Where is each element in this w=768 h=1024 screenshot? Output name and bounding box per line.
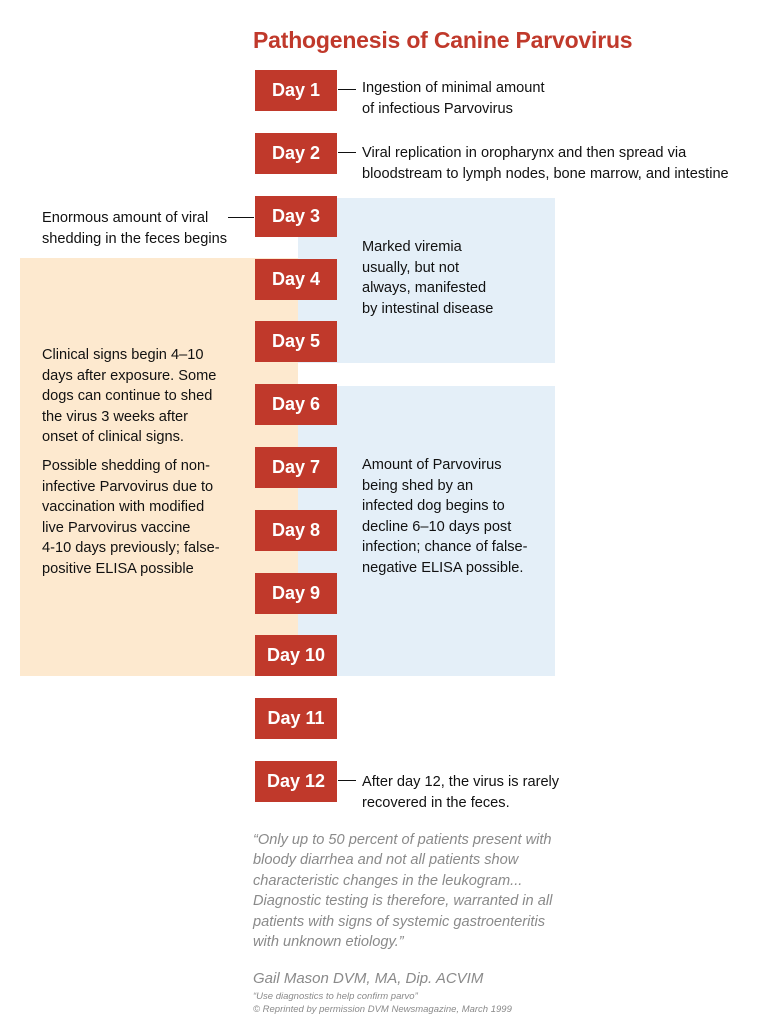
- day-12-box: Day 12: [255, 761, 337, 802]
- day-1-note: Ingestion of minimal amount of infectious Parvovirus: [362, 80, 545, 117]
- quote-source: “Use diagnostics to help confirm parvo”: [253, 991, 418, 1002]
- day-4-box: Day 4: [255, 259, 337, 300]
- reprint-credit: © Reprinted by permission DVM Newsmagazine, March 1999: [253, 1004, 512, 1015]
- day-7-box: Day 7: [255, 447, 337, 488]
- day-6-box: Day 6: [255, 384, 337, 425]
- day-3-box: Day 3: [255, 196, 337, 237]
- shedding-decline-note: Amount of Parvovirus being shed by an infected dog begins to decline 6–10 days post infection; chance of false- negative ELISA possible.: [362, 457, 528, 576]
- day-9-box: Day 9: [255, 573, 337, 614]
- clinical-signs-note: Clinical signs begin 4–10 days after exposure. Some dogs can continue to shed the virus 3 weeks after onset of clinical signs.: [42, 347, 217, 445]
- day-1-box: Day 1: [255, 70, 337, 111]
- day-3-shedding-note: Enormous amount of viral shedding in the feces begins: [42, 210, 227, 247]
- day-2-box: Day 2: [255, 133, 337, 174]
- pull-quote: “Only up to 50 percent of patients present with bloody diarrhea and not all patients show characteristic changes in the leukogram... Diagnostic testing is therefore, warranted in all patients with signs of systemic gastroenteritis with unknown etiology.”: [253, 832, 553, 951]
- page-title: Pathogenesis of Canine Parvovirus: [253, 27, 633, 53]
- day-10-box: Day 10: [255, 635, 337, 676]
- day-11-box: Day 11: [255, 698, 337, 739]
- day-2-connector: [338, 152, 356, 153]
- quote-author: Gail Mason DVM, MA, Dip. ACVIM: [253, 970, 484, 987]
- vaccine-shedding-note: Possible shedding of non- infective Parvovirus due to vaccination with modified live Parvovirus vaccine 4-10 days previously; false- positive ELISA possible: [42, 458, 220, 577]
- day-12-note: After day 12, the virus is rarely recovered in the feces.: [362, 774, 560, 811]
- day-2-note: Viral replication in oropharynx and then spread via bloodstream to lymph nodes, bone marrow, and intestine: [362, 145, 729, 182]
- day-3-connector: [228, 217, 254, 218]
- viremia-note: Marked viremia usually, but not always, manifested by intestinal disease: [362, 239, 494, 317]
- day-8-box: Day 8: [255, 510, 337, 551]
- day-1-connector: [338, 89, 356, 90]
- day-12-connector: [338, 780, 356, 781]
- day-5-box: Day 5: [255, 321, 337, 362]
